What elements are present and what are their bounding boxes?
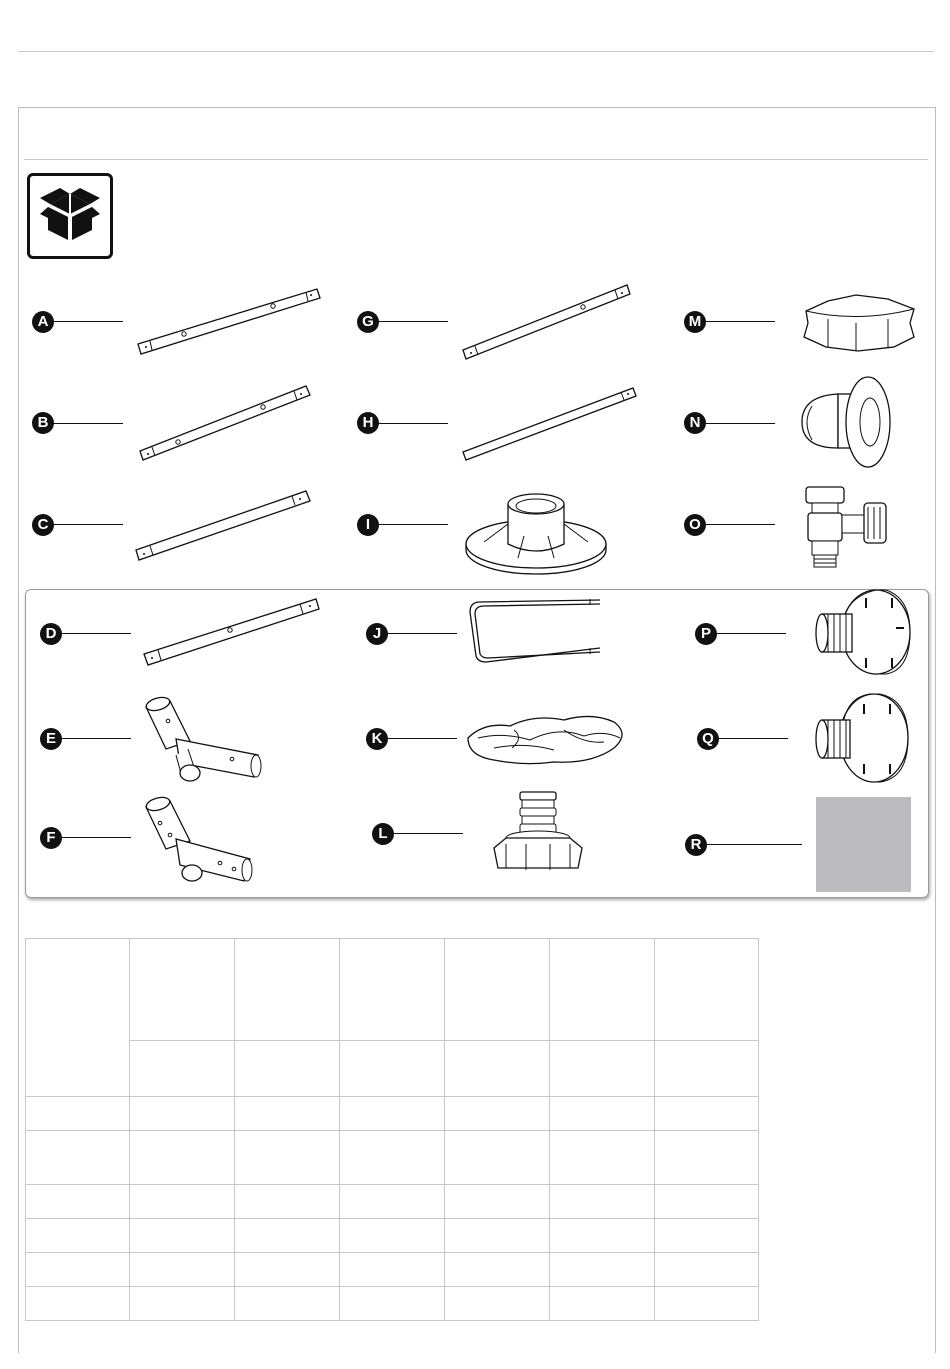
inlet-nozzle-p-illustration [806,588,916,678]
part-label-o: O [684,514,706,536]
part-label-h: H [357,412,379,434]
part-label-g: G [357,311,379,333]
parts-quantity-table [25,938,759,1321]
leader-d [61,633,131,634]
drain-plug-l-illustration [490,788,586,878]
part-label-m: M [684,311,706,333]
part-label-k: K [366,728,388,750]
leader-f [61,837,131,838]
t-joint-e-illustration [140,693,270,785]
table-header-cell [340,939,445,1041]
table-row [26,1219,759,1253]
table-row [26,1253,759,1287]
table-row [26,1097,759,1131]
part-label-i: I [357,514,379,536]
top-rule [18,51,934,52]
table-header-cell [130,939,235,1041]
ground-cloth-k-illustration [464,708,628,768]
part-label-p: P [695,623,717,645]
leader-o [705,524,775,525]
table-header-cell [550,939,655,1041]
leader-q [718,738,788,739]
part-label-q: Q [697,728,719,750]
table-row [26,1287,759,1321]
part-label-l: L [372,823,394,845]
table-header-cell [26,939,130,1097]
placeholder-part-r-image [816,797,911,892]
pole-g-illustration [461,282,631,362]
table-header-cell [445,939,550,1041]
pole-a-illustration [136,284,321,359]
leader-g [378,321,448,322]
part-label-j: J [366,623,388,645]
table-row [26,1041,759,1097]
part-label-b: B [32,412,54,434]
leader-r [706,844,802,845]
part-label-e: E [40,728,62,750]
leader-b [53,423,123,424]
package-box-icon [27,173,113,259]
pole-h-illustration [461,386,639,464]
pole-b-illustration [138,383,313,463]
table-header-cell [235,939,340,1041]
base-cap-i-illustration [464,484,608,574]
u-clip-j-illustration [466,596,606,668]
part-label-a: A [32,311,54,333]
leader-e [61,738,131,739]
part-label-c: C [32,514,54,536]
star-cap-m-illustration [798,293,920,353]
drain-valve-o-illustration [800,485,896,571]
pole-d-illustration [142,596,322,670]
part-label-f: F [40,827,62,849]
leader-j [387,633,457,634]
table-row [26,1185,759,1219]
leader-c [53,524,123,525]
leader-n [705,423,775,424]
leader-a [53,321,123,322]
leader-h [378,423,448,424]
outlet-nozzle-q-illustration [808,692,912,784]
strainer-n-illustration [798,376,894,470]
t-joint-f-illustration [140,793,260,887]
leader-i [378,524,448,525]
leader-k [387,738,457,739]
part-label-n: N [684,412,706,434]
pole-c-illustration [134,488,312,566]
part-label-r: R [685,834,707,856]
leader-p [716,633,786,634]
header-rule [24,159,928,160]
part-label-d: D [40,623,62,645]
table-header-cell [655,939,759,1041]
leader-l [393,833,463,834]
table-row [26,1131,759,1185]
leader-m [705,321,775,322]
